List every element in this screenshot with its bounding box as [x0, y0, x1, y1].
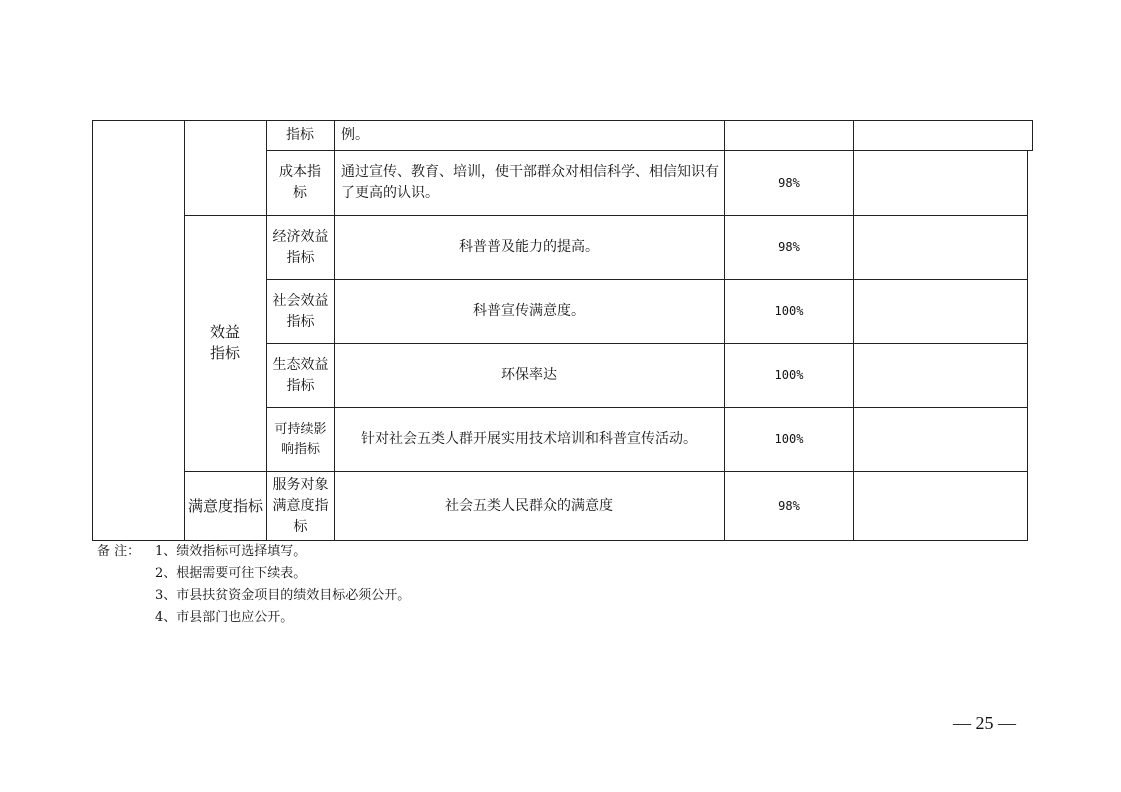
note-item: 3、市县扶贫资金项目的绩效目标必须公开。	[155, 588, 411, 603]
column-divider	[92, 120, 93, 541]
value-cell: 100%	[774, 368, 804, 382]
indicator-cell: 成本指标	[279, 164, 321, 201]
column-divider	[184, 120, 185, 541]
value-cell: 98%	[778, 240, 800, 254]
value-cell: 100%	[774, 432, 804, 446]
indicator-cell: 服务对象满意度指标	[272, 476, 329, 535]
indicator-cell: 社会效益指标	[272, 292, 329, 330]
value-cell: 98%	[778, 175, 800, 190]
column-divider	[1032, 120, 1033, 151]
value-cell: 98%	[778, 498, 800, 513]
content-cell: 科普普及能力的提高。	[459, 239, 599, 255]
note-item: 1、绩效指标可选择填写。	[155, 544, 307, 559]
column-divider	[1027, 150, 1028, 541]
indicator-cell: 指标	[286, 127, 314, 143]
content-cell: 例。	[341, 127, 369, 143]
column-divider	[266, 120, 267, 541]
column-divider	[853, 120, 854, 541]
note-item: 4、市县部门也应公开。	[155, 610, 294, 625]
indicator-cell: 可持续影响指标	[274, 421, 327, 457]
page-number: — 25 —	[953, 713, 1016, 733]
indicator-cell: 生态效益指标	[272, 356, 329, 394]
content-cell: 通过宣传、教育、培训，使干部群众对相信科学、相信知识有了更高的认识。	[341, 164, 719, 201]
content-cell: 科普宣传满意度。	[473, 303, 585, 319]
notes	[97, 541, 410, 629]
value-cell	[725, 121, 853, 150]
note-item: 2、根据需要可往下续表。	[155, 566, 307, 581]
indicator-cell: 经济效益指标	[272, 228, 329, 266]
content-cell: 针对社会五类人群开展实用技术培训和科普宣传活动。	[361, 431, 697, 447]
group-label-effect: 效益指标	[209, 323, 240, 362]
notes-prefix: 备 注：	[97, 544, 141, 559]
group-label-satisfaction: 满意度指标	[187, 496, 263, 515]
value-cell: 100%	[774, 304, 804, 318]
content-cell: 环保率达	[501, 367, 557, 383]
content-cell: 社会五类人民群众的满意度	[445, 497, 613, 514]
